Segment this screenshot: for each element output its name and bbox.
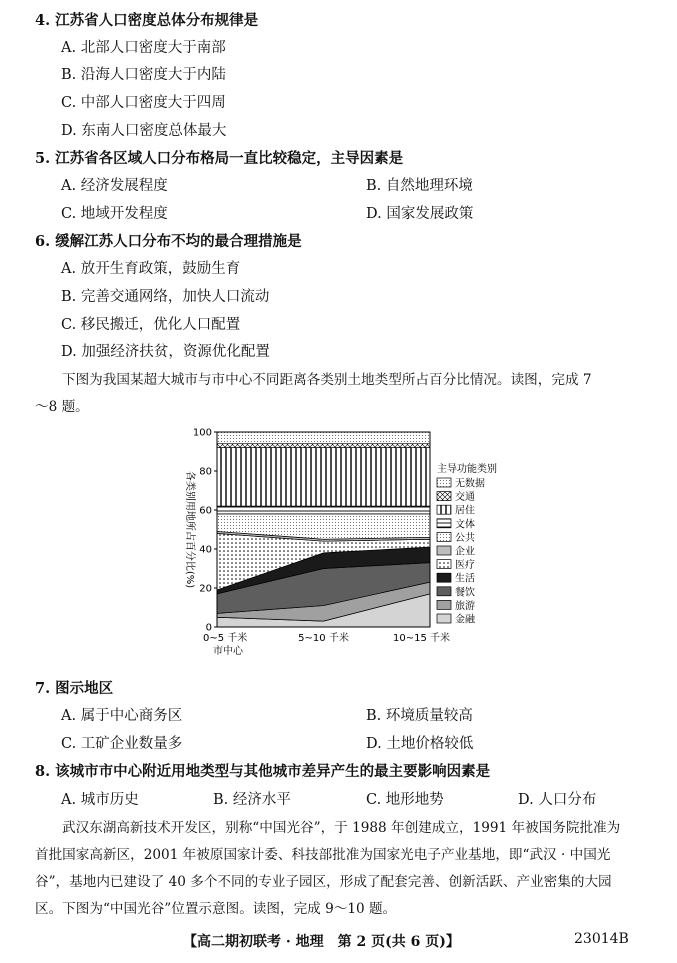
legend-swatch-无数据 (437, 478, 451, 487)
legend-swatch-居住 (437, 505, 451, 514)
x-tick-label: 0~5 千米 (203, 633, 248, 644)
q5-stem: 5. 江苏省各区域人口分布格局一直比较稳定，主导因素是 (35, 150, 404, 167)
legend-label-居住: 居住 (455, 505, 475, 517)
legend-swatch-交通 (437, 492, 451, 501)
q4-option-c: C. 中部人口密度大于四周 (61, 95, 226, 111)
y-tick-label: 40 (199, 544, 212, 556)
legend-label-交通: 交通 (455, 492, 475, 504)
y-tick-label: 60 (199, 505, 212, 517)
q4-stem: 4. 江苏省人口密度总体分布规律是 (35, 12, 259, 29)
q7-option-a: A. 属于中心商务区 (61, 708, 183, 724)
legend-title: 主导功能类别 (437, 464, 497, 475)
q7-option-b: B. 环境质量较高 (366, 708, 473, 724)
q6-option-c: C. 移民搬迁，优化人口配置 (61, 317, 241, 333)
legend-label-企业: 企业 (455, 546, 475, 558)
legend-label-生活: 生活 (455, 573, 475, 585)
legend-label-医疗: 医疗 (455, 560, 475, 572)
x-tick-label: 5~10 千米 (298, 633, 349, 644)
area-交通 (217, 444, 430, 448)
q5-option-a: A. 经济发展程度 (61, 178, 168, 194)
area-文体 (217, 506, 430, 514)
q4-option-a: A. 北部人口密度大于南部 (61, 40, 226, 56)
q8-option-d: D. 人口分布 (518, 792, 597, 808)
x-tick-label: 10~15 千米 (392, 633, 450, 644)
legend-label-公共: 公共 (455, 532, 475, 544)
passage-line-3: 谷”，基地内已建设了 40 多个不同的专业子园区，形成了配套完善、创新活跃、产业密集的大园 (35, 874, 612, 890)
legend-label-金融: 金融 (455, 614, 475, 626)
legend-swatch-生活 (437, 573, 451, 582)
legend-label-文体: 文体 (455, 519, 475, 531)
legend-label-旅游: 旅游 (455, 600, 475, 612)
q6-stem: 6. 缓解江苏人口分布不均的最合理措施是 (35, 233, 302, 250)
legend-swatch-企业 (437, 546, 451, 555)
q6-option-d: D. 加强经济扶贫，资源优化配置 (61, 344, 270, 360)
legend-swatch-旅游 (437, 600, 451, 609)
legend-swatch-公共 (437, 532, 451, 541)
legend-swatch-文体 (437, 519, 451, 528)
y-tick-label: 20 (199, 583, 212, 595)
q5-option-c: C. 地域开发程度 (61, 206, 168, 222)
area-无数据 (217, 432, 430, 444)
q8-option-a: A. 城市历史 (61, 792, 139, 808)
y-tick-label: 100 (192, 427, 212, 439)
exam-code: 23014B (574, 931, 629, 947)
q4-option-d: D. 东南人口密度总体最大 (61, 123, 227, 139)
x-note-city-center: 市中心 (213, 646, 243, 657)
y-tick-label: 0 (205, 622, 212, 634)
area-居住 (217, 448, 430, 507)
land-use-chart (175, 422, 515, 672)
intro-7-8-line1: 下图为我国某超大城市与市中心不同距离各类别土地类型所占百分比情况。读图，完成 7 (62, 372, 592, 388)
intro-7-8-line2: ～8 题。 (35, 399, 89, 415)
q7-option-d: D. 土地价格较低 (366, 736, 474, 752)
passage-line-1: 武汉东湖高新技术开发区，别称“中国光谷”，于 1988 年创建成立，1991 年被国务院批准为 (62, 820, 621, 836)
q5-option-d: D. 国家发展政策 (366, 206, 474, 222)
q8-stem: 8. 该城市市中心附近用地类型与其他城市差异产生的最主要影响因素是 (35, 763, 491, 780)
y-axis-label: 各类别用地所占百分比(%) (184, 470, 195, 589)
q5-option-b: B. 自然地理环境 (366, 178, 473, 194)
q7-stem: 7. 图示地区 (35, 680, 114, 697)
y-tick-label: 80 (199, 466, 212, 478)
legend-swatch-医疗 (437, 560, 451, 569)
q6-option-a: A. 放开生育政策，鼓励生育 (61, 261, 241, 277)
passage-line-4: 区。下图为“中国光谷”位置示意图。读图，完成 9～10 题。 (35, 901, 397, 917)
q4-option-b: B. 沿海人口密度大于内陆 (61, 67, 226, 83)
passage-line-2: 首批国家高新区，2001 年被原国家计委、科技部批准为国家光电子产业基地，即“武汉 · 中国光 (35, 847, 611, 863)
q6-option-b: B. 完善交通网络，加快人口流动 (61, 289, 270, 305)
q8-option-c: C. 地形地势 (366, 792, 444, 808)
q7-option-c: C. 工矿企业数量多 (61, 736, 183, 752)
legend-label-无数据: 无数据 (455, 478, 485, 490)
legend-swatch-餐饮 (437, 587, 451, 596)
q8-option-b: B. 经济水平 (213, 792, 291, 808)
page-footer: 【高二期初联考 · 地理 第 2 页(共 6 页)】 (183, 934, 460, 950)
legend-swatch-金融 (437, 614, 451, 623)
legend-label-餐饮: 餐饮 (455, 587, 475, 599)
